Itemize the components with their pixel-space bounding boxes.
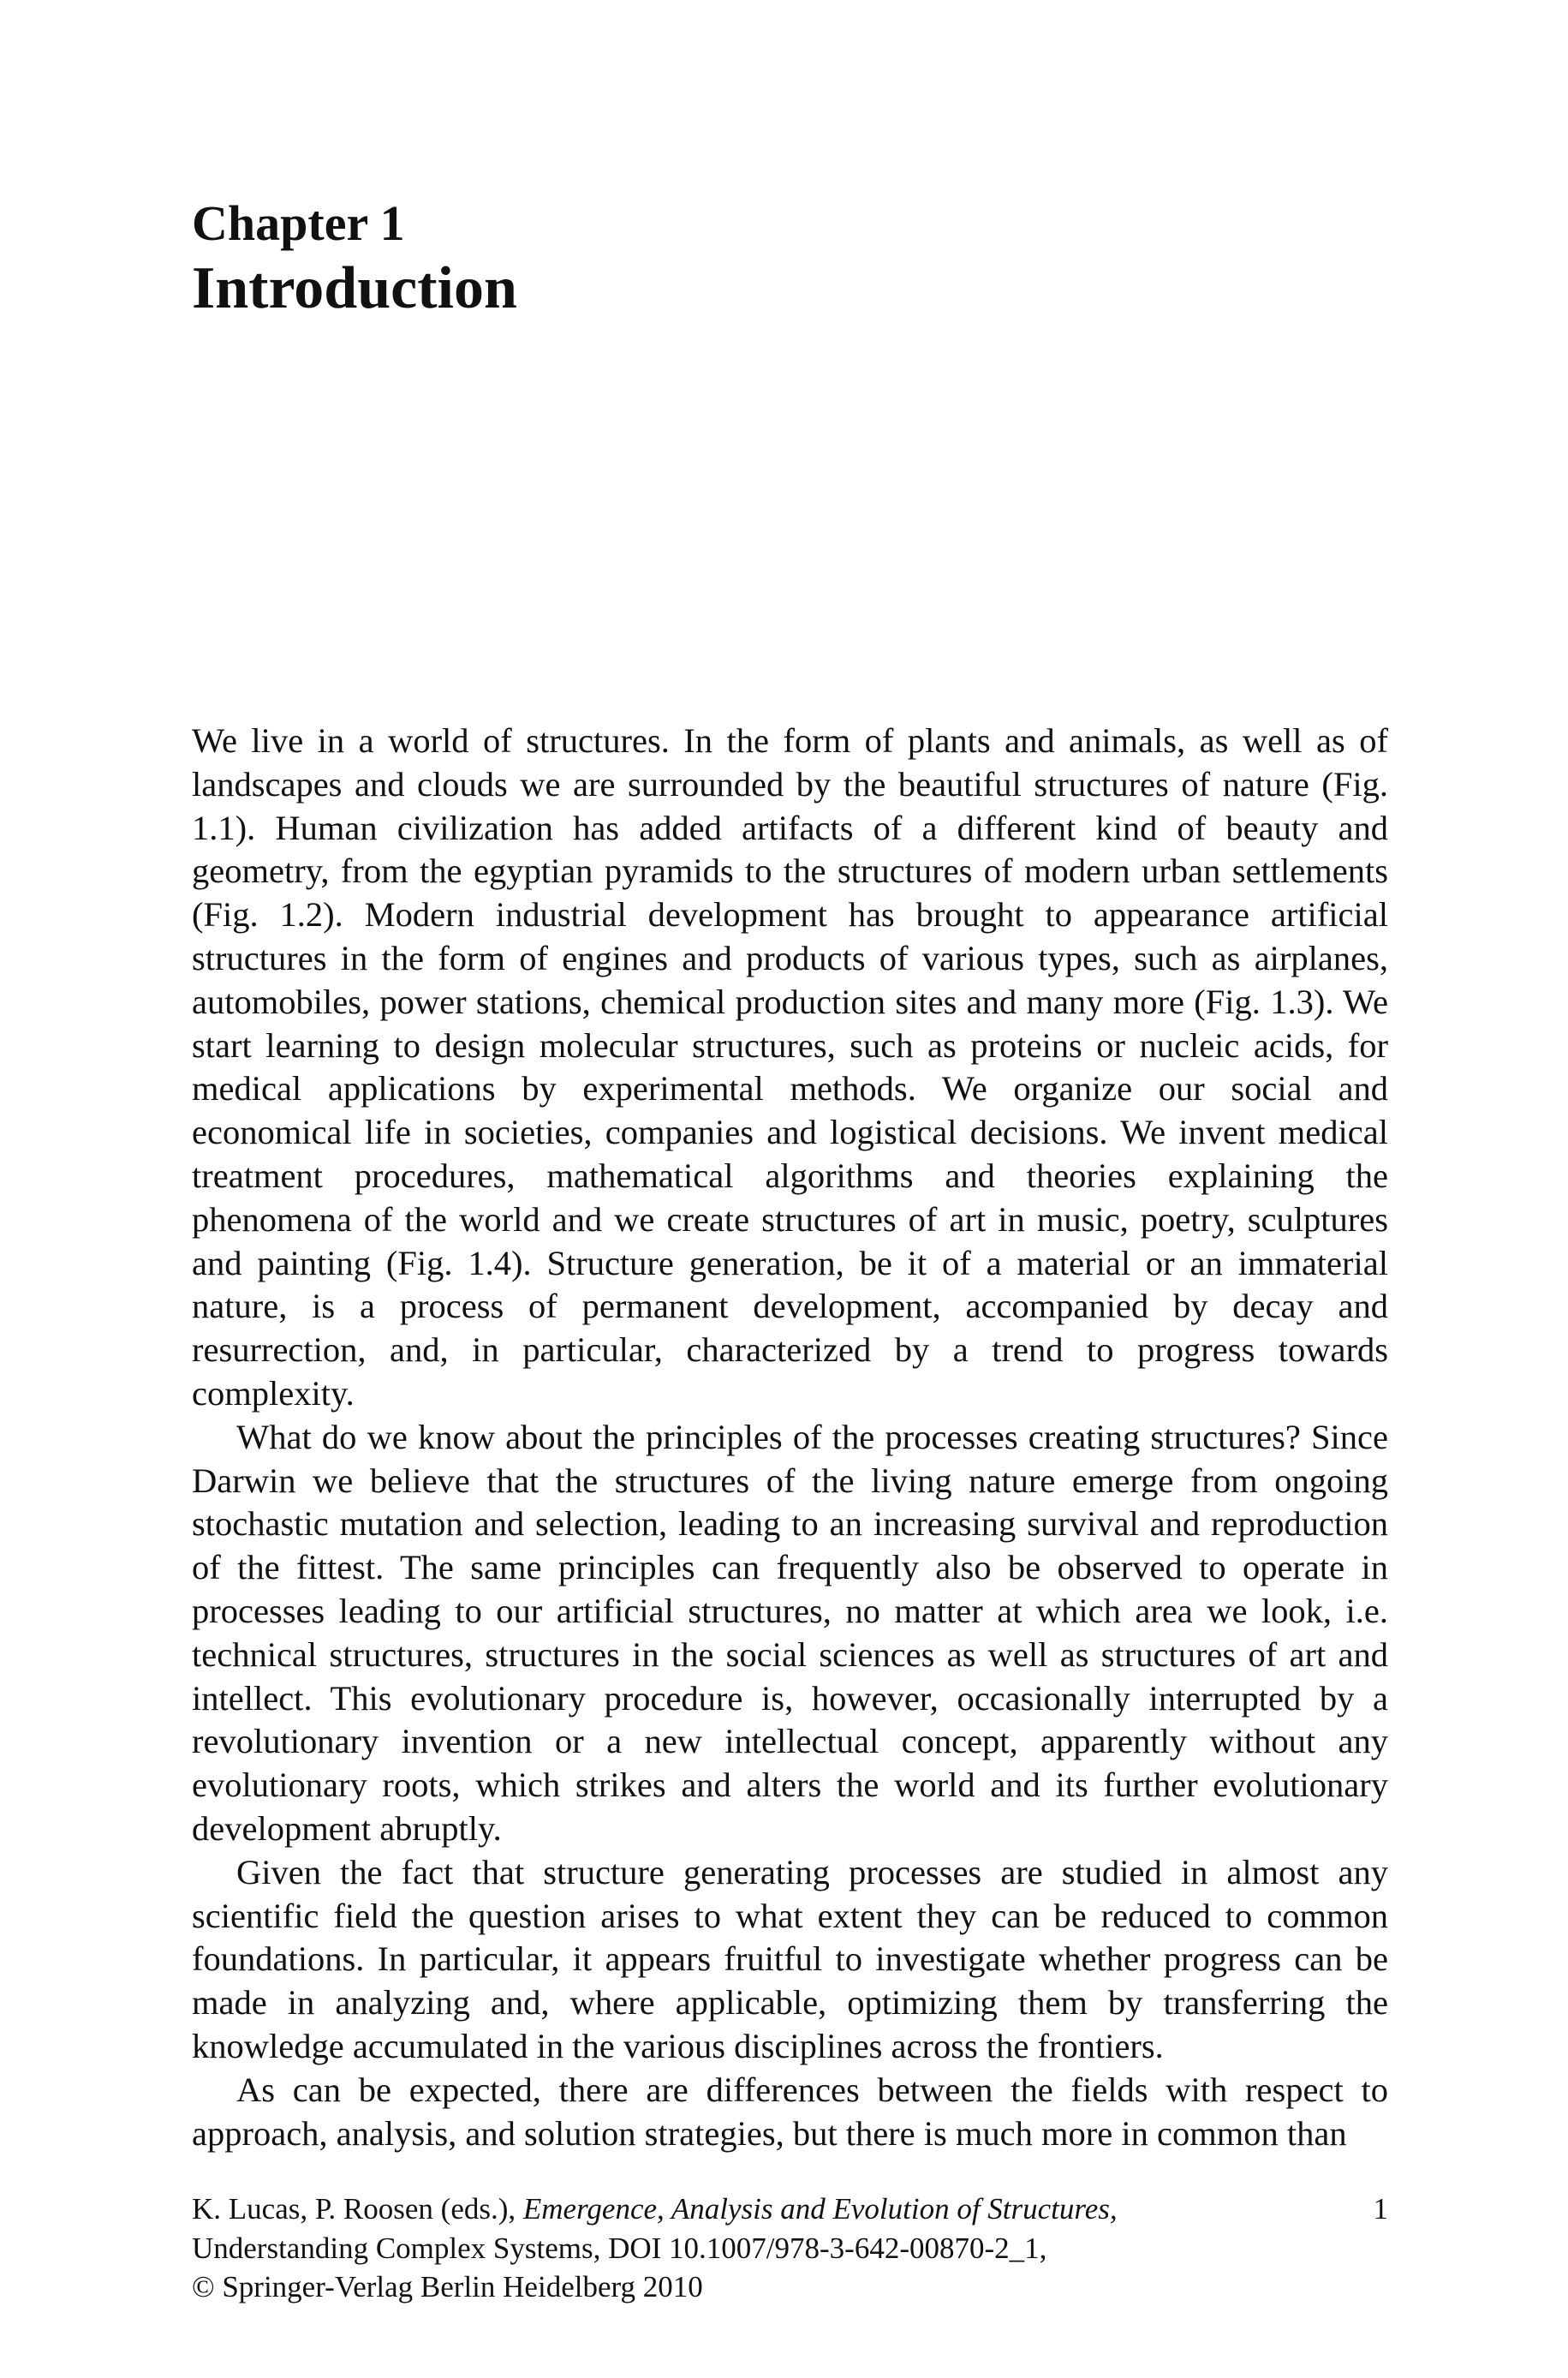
chapter-title: Introduction (192, 255, 517, 321)
editors: K. Lucas, P. Roosen (eds.), (192, 2192, 516, 2226)
paragraph-4: As can be expected, there are differences between the fields with respect to approach, analysis, and solution strategies, but there is much more in common than (192, 2070, 1388, 2153)
copyright: © Springer-Verlag Berlin Heidelberg 2010 (192, 2270, 703, 2303)
series-doi: Understanding Complex Systems, DOI 10.1007/978-3-642-00870-2_1, (192, 2231, 1047, 2265)
paragraph-3: Given the fact that structure generating processes are studied in almost any scientific field the question arises to what extent they can be reduced to common foundations. In particular, it appears fruitful to investigate whether progress can be made in analyzing and, where applicable, optimizing them by transferring the knowledge accumulated in the various disciplines across the frontiers. (192, 1852, 1388, 2065)
citation-footer (192, 2190, 1388, 2307)
book-title: Emergence, Analysis and Evolution of Structures, (522, 2192, 1118, 2226)
body-text (192, 720, 1388, 2155)
paragraph-2: What do we know about the principles of the processes creating structures? Since Darwin we believe that the structures of the living nature emerge from ongoing stochastic mutation and selection, leading to an increasing survival and reproduction of the fittest. The same principles can frequently also be observed to operate in processes leading to our artificial structures, no matter at which area we look, i.e. technical structures, structures in the social sciences as well as structures of art and intellect. This evolutionary procedure is, however, occasionally interrupted by a revolutionary invention or a new intellectual concept, apparently without any evolutionary roots, which strikes and alters the world and its further evolutionary development abruptly. (192, 1417, 1388, 1848)
paragraph-1: We live in a world of structures. In the form of plants and animals, as well as of landscapes and clouds we are surrounded by the beautiful structures of nature (Fig. 1.1). Human civilization has added artifacts of a different kind of beauty and geometry, from the egyptian pyramids to the structures of modern urban settlements (Fig. 1.2). Modern industrial development has brought to appearance artificial structures in the form of engines and products of various types, such as airplanes, automobiles, power stations, chemical production sites and many more (Fig. 1.3). We start learning to design molecular structures, such as proteins or nucleic acids, for medical applications by experimental methods. We organize our social and economical life in societies, companies and logistical decisions. We invent medical treatment procedures, mathematical algorithms and theories explaining the phenomena of the world and we create structures of art in music, poetry, sculptures and painting (Fig. 1.4). Structure generation, be it of a material or an immaterial nature, is a process of permanent development, accompanied by decay and resurrection, and, in particular, characterized by a trend to progress towards complexity. (192, 721, 1388, 1413)
citation-line-1 (192, 2190, 1388, 2229)
chapter-label: Chapter 1 (192, 195, 405, 251)
page-number: 1 (1373, 2192, 1388, 2226)
